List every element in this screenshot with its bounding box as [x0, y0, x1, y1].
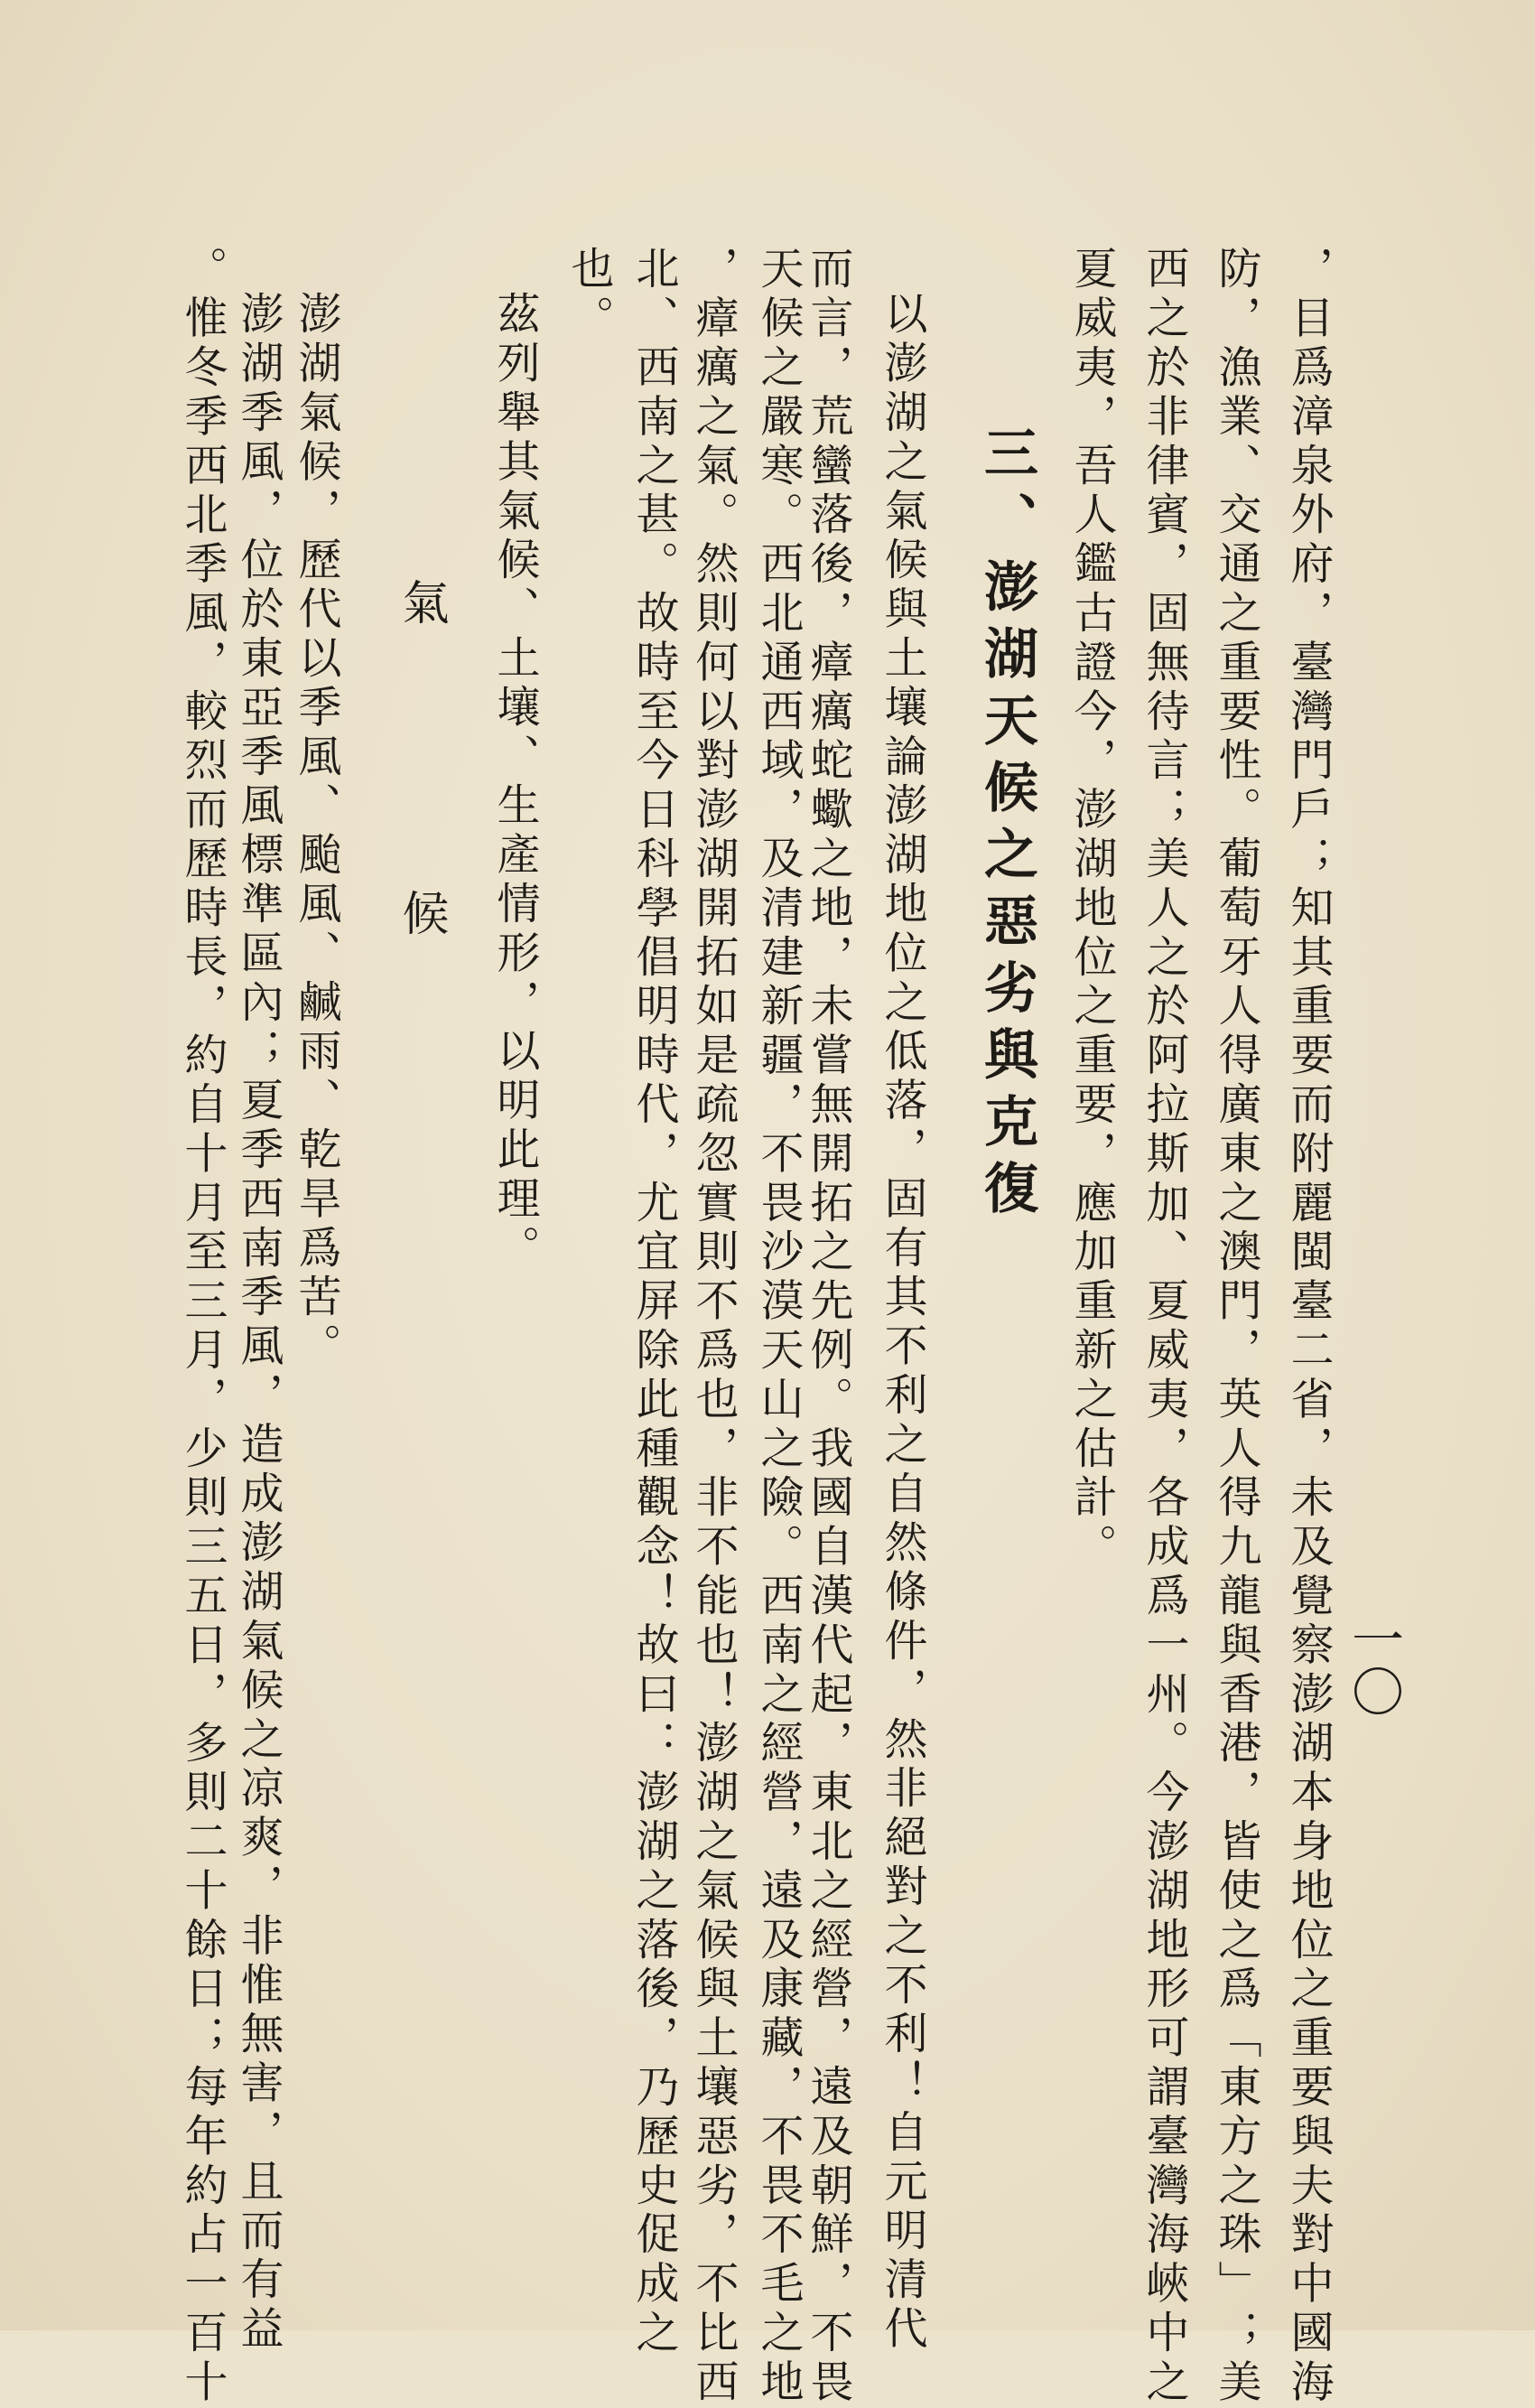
text-column: 。惟冬季西北季風，較烈而歷時長，約自十月至三月，少則三五日，多則二十餘日；每年約占一百十 — [177, 246, 228, 2408]
section-heading: 三、澎湖天候之惡劣與克復 — [975, 425, 1038, 1227]
subsection-heading: 氣 候 — [394, 578, 448, 1044]
text-column: 以澎湖之氣候與土壤論澎湖地位之低落，固有其不利之自然條件，然非絕對之不利！自元明清代 — [877, 291, 927, 2355]
text-column: 天候之嚴寒。西北通西域，及清建新疆，不畏沙漠天山之險。西南之經營，遠及康藏，不畏不毛之地 — [753, 246, 804, 2408]
text-column: 而言，荒蠻落後，瘴癘蛇蠍之地，未嘗無開拓之先例。我國自漢代起，東北之經營，遠及朝鮮，不畏 — [803, 246, 853, 2408]
text-column: 西之於非律賓，固無待言；美人之於阿拉斯加、夏威夷，各成爲一州。今澎湖地形可謂臺灣海峽中之 — [1139, 246, 1189, 2408]
text-column: ，目爲漳泉外府，臺灣門戶；知其重要而附麗閩臺二省，未及覺察澎湖本身地位之重要與夫對中國海 — [1283, 246, 1334, 2408]
text-column: 茲列舉其氣候、土壤、生產情形，以明此理。 — [489, 291, 540, 1274]
text-column: 澎湖氣候，歷代以季風、颱風、鹹雨、乾旱爲苦。 — [291, 291, 341, 1372]
text-column: 防，漁業、交通之重要性。葡萄牙人得廣東之澳門，英人得九龍與香港，皆使之爲「東方之珠」；美 — [1211, 246, 1261, 2408]
text-column: 也。 — [563, 246, 614, 344]
text-column: 夏威夷，吾人鑑古證今，澎湖地位之重要，應加重新之估計。 — [1066, 246, 1117, 1573]
text-column: ，瘴癘之氣。然則何以對澎湖開拓如是疏忽實則不爲也，非不能也！澎湖之氣候與土壤惡劣，不比西 — [688, 246, 739, 2408]
page-number: 一〇 — [1343, 1612, 1404, 1717]
text-column: 北、西南之甚。故時至今日科學倡明時代，尤宜屏除此種觀念！故曰：澎湖之落後，乃歷史促成之 — [628, 246, 679, 2359]
text-column: 澎湖季風，位於東亞季風標準區內；夏季西南季風，造成澎湖氣候之凉爽，非惟無害，且而有益 — [233, 291, 284, 2355]
